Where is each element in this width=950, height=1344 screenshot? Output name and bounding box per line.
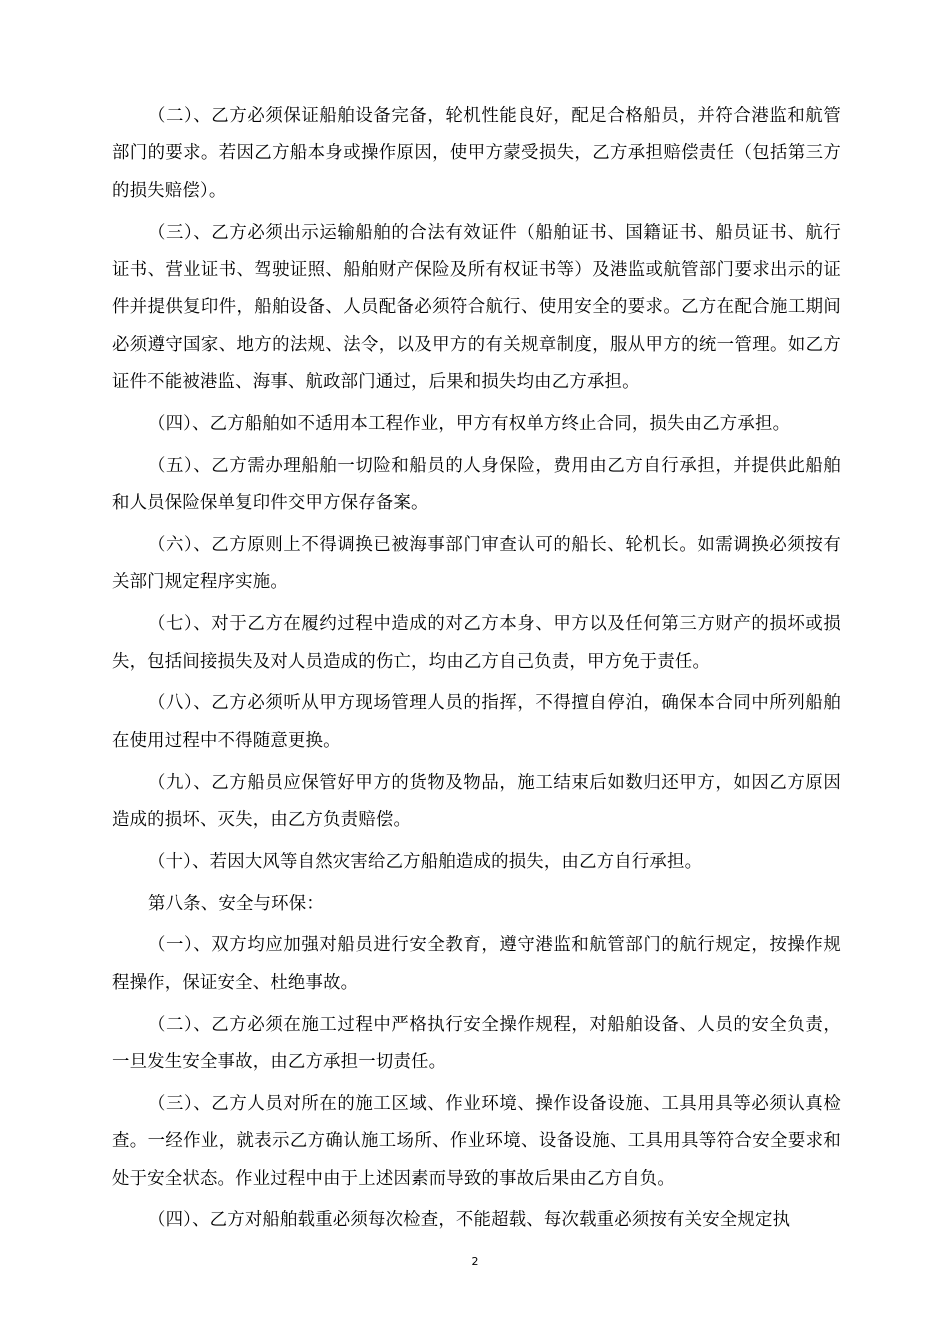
clause-paragraph: （三）、乙方必须出示运输船舶的合法有效证件（船舶证书、国籍证书、船员证书、航行证书、营业证书、驾驶证照、船舶财产保险及所有权证书等）及港监或航管部门要求出示的证件并提供复印件，船舶设备、人员配备必须符合航行、使用安全的要求。乙方在配合施工期间必须遵守国家、地方的法规、法令，以及甲方的有关规章制度，服从甲方的统一管理。如乙方证件不能被港监、海事、航政部门通过，后果和损失均由乙方承担。: [112, 222, 841, 393]
clause-paragraph: （一）、双方均应加强对船员进行安全教育，遵守港监和航管部门的航行规定，按操作规程操作，保证安全、杜绝事故。: [112, 935, 841, 993]
page-number: 2: [471, 1255, 479, 1268]
clause-paragraph: （九）、乙方船员应保管好甲方的货物及物品，施工结束后如数归还甲方，如因乙方原因造成的损坏、灭失，由乙方负责赔偿。: [112, 772, 841, 831]
clause-paragraph: （六）、乙方原则上不得调换已被海事部门审查认可的船长、轮机长。如需调换必须按有关部门规定程序实施。: [112, 535, 841, 593]
clause-paragraph: （四）、乙方对船舶载重必须每次检查，不能超载、每次载重必须按有关安全规定执: [148, 1210, 791, 1231]
clause-paragraph: （十）、若因大风等自然灾害给乙方船舶造成的损失，由乙方自行承担。: [148, 851, 703, 872]
document-body: [112, 98, 841, 1244]
clause-paragraph: （五）、乙方需办理船舶一切险和船员的人身保险，费用由乙方自行承担，并提供此船舶和人员保险保单复印件交甲方保存备案。: [112, 455, 841, 514]
clause-paragraph: （七）、对于乙方在履约过程中造成的对乙方本身、甲方以及任何第三方财产的损坏或损失，包括间接损失及对人员造成的伤亡，均由乙方自己负责，甲方免于责任。: [112, 614, 841, 672]
clause-paragraph: （二）、乙方必须在施工过程中严格执行安全操作规程，对船舶设备、人员的安全负责，一旦发生安全事故，由乙方承担一切责任。: [112, 1014, 841, 1073]
clause-paragraph: （四）、乙方船舶如不适用本工程作业，甲方有权单方终止合同，损失由乙方承担。: [148, 414, 791, 435]
clause-paragraph: （三）、乙方人员对所在的施工区域、作业环境、操作设备设施、工具用具等必须认真检查。一经作业，就表示乙方确认施工场所、作业环境、设备设施、工具用具等符合安全要求和处于安全状态。作业过程中由于上述因素而导致的事故后果由乙方自负。: [112, 1093, 841, 1189]
clause-paragraph: （八）、乙方必须听从甲方现场管理人员的指挥，不得擅自停泊，确保本合同中所列船舶在使用过程中不得随意更换。: [112, 693, 841, 751]
clause-paragraph: （二）、乙方必须保证船舶设备完备，轮机性能良好，配足合格船员，并符合港监和航管部门的要求。若因乙方船本身或操作原因，使甲方蒙受损失，乙方承担赔偿责任（包括第三方的损失赔偿）。: [112, 106, 841, 201]
section-heading: 第八条、安全与环保：: [148, 893, 324, 914]
